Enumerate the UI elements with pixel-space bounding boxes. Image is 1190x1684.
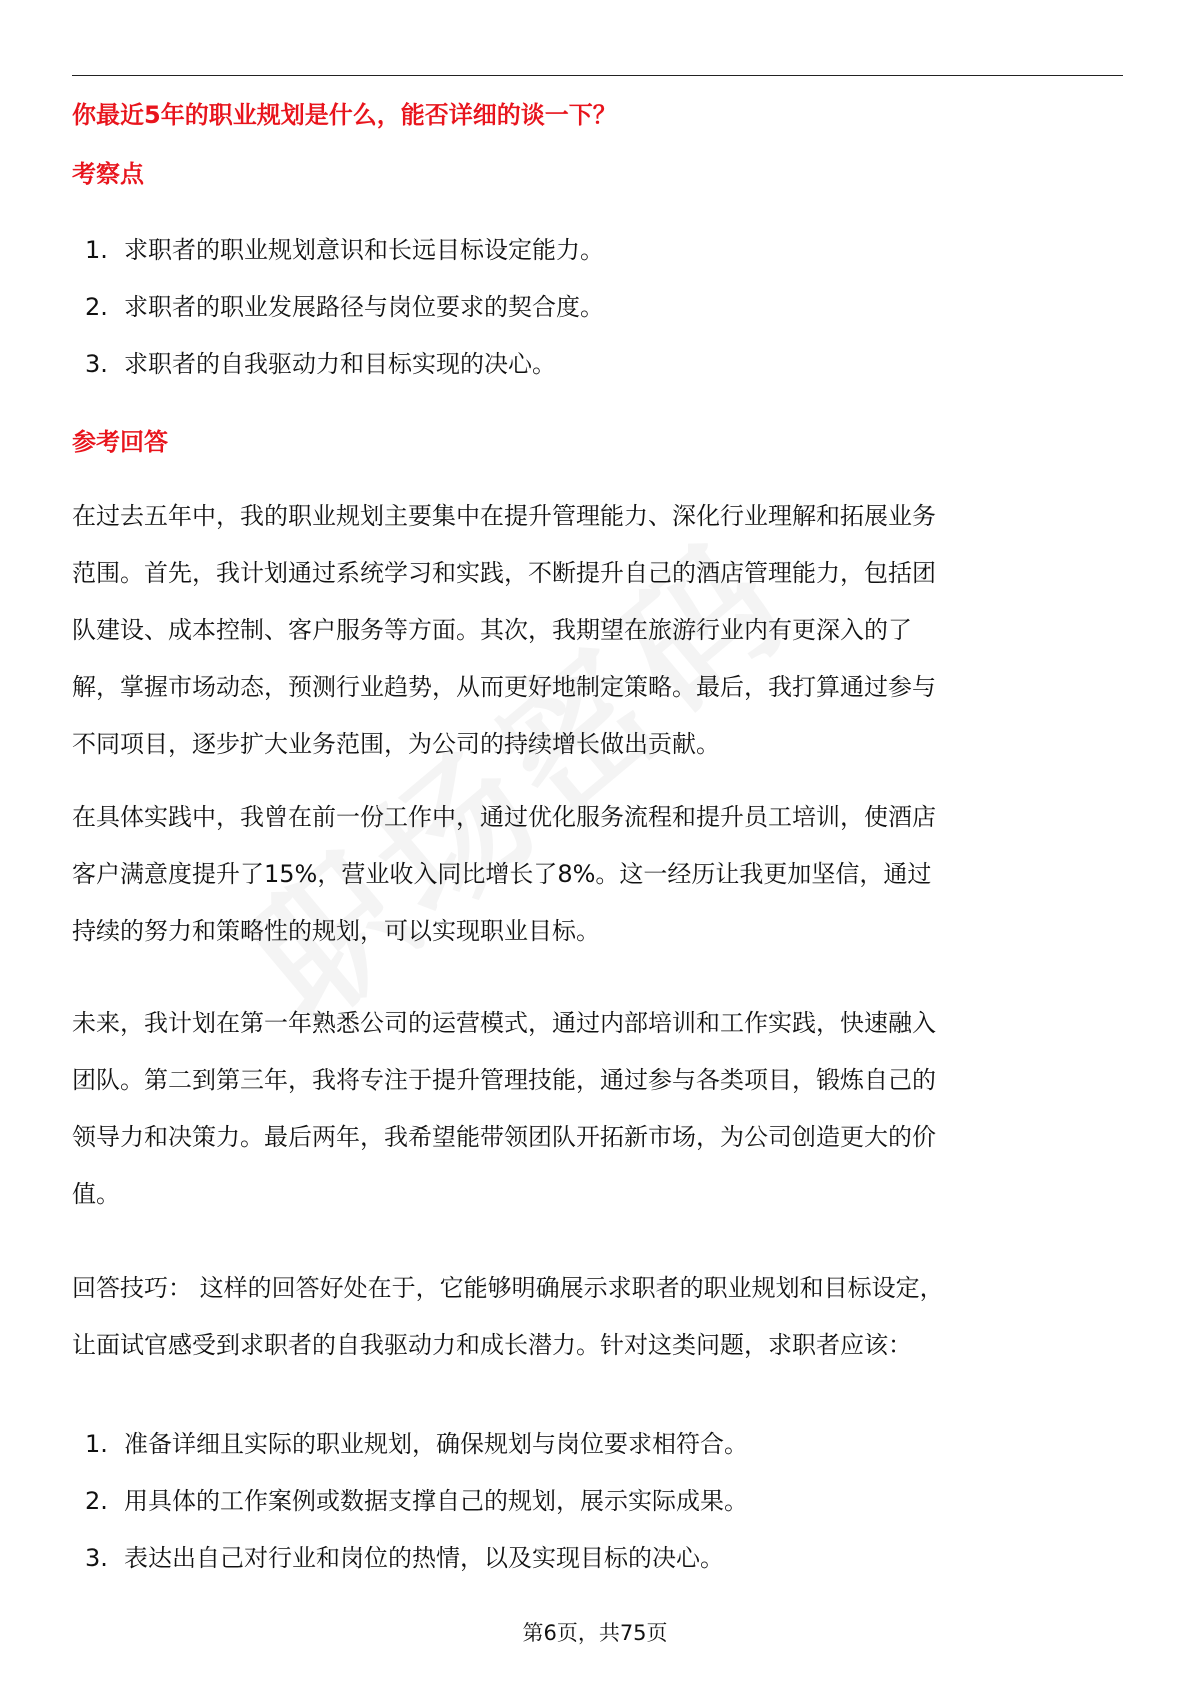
list-item-text: 求职者的职业规划意识和长远目标设定能力。 xyxy=(124,236,604,264)
paragraph-line: 不同项目，逐步扩大业务范围，为公司的持续增长做出贡献。 xyxy=(72,730,720,758)
section-title-kaochadian: 考察点 xyxy=(72,160,144,188)
paragraph-line: 客户满意度提升了15%，营业收入同比增长了8%。这一经历让我更加坚信，通过 xyxy=(72,860,932,888)
list-number: 2. xyxy=(85,1487,108,1515)
paragraph-line: 回答技巧： 这样的回答好处在于，它能够明确展示求职者的职业规划和目标设定， xyxy=(72,1274,944,1302)
paragraph-line: 持续的努力和策略性的规划，可以实现职业目标。 xyxy=(72,917,600,945)
paragraph-line: 领导力和决策力。最后两年，我希望能带领团队开拓新市场，为公司创造更大的价 xyxy=(72,1123,936,1151)
list-item xyxy=(72,336,604,393)
page-footer: 第6页，共75页 xyxy=(522,1621,668,1645)
paragraph-line: 让面试官感受到求职者的自我驱动力和成长潜力。针对这类问题，求职者应该： xyxy=(72,1331,912,1359)
paragraph-line: 未来，我计划在第一年熟悉公司的运营模式，通过内部培训和工作实践，快速融入 xyxy=(72,1009,936,1037)
list-number: 1. xyxy=(85,1430,108,1458)
kaochadian-list xyxy=(72,222,604,393)
answer-paragraph-2 xyxy=(72,789,1124,960)
question-heading: 你最近5年的职业规划是什么，能否详细的谈一下？ xyxy=(72,101,617,129)
list-item-text: 求职者的职业发展路径与岗位要求的契合度。 xyxy=(124,293,604,321)
list-item-text: 用具体的工作案例或数据支撑自己的规划，展示实际成果。 xyxy=(124,1487,748,1515)
paragraph-line: 团队。第二到第三年，我将专注于提升管理技能，通过参与各类项目，锻炼自己的 xyxy=(72,1066,936,1094)
answer-paragraph-1 xyxy=(72,488,1124,773)
list-number: 2. xyxy=(85,293,108,321)
tips-list xyxy=(72,1416,748,1587)
paragraph-line: 范围。首先，我计划通过系统学习和实践，不断提升自己的酒店管理能力，包括团 xyxy=(72,559,936,587)
list-number: 3. xyxy=(85,1544,108,1572)
list-item xyxy=(72,1530,748,1587)
paragraph-line: 值。 xyxy=(72,1180,120,1208)
list-item xyxy=(72,1473,748,1530)
section-title-cankaohuida: 参考回答 xyxy=(72,428,168,456)
list-number: 3. xyxy=(85,350,108,378)
paragraph-line: 在过去五年中，我的职业规划主要集中在提升管理能力、深化行业理解和拓展业务 xyxy=(72,502,936,530)
answer-tips-paragraph xyxy=(72,1260,1124,1374)
paragraph-line: 在具体实践中，我曾在前一份工作中，通过优化服务流程和提升员工培训，使酒店 xyxy=(72,803,936,831)
list-number: 1. xyxy=(85,236,108,264)
list-item-text: 表达出自己对行业和岗位的热情，以及实现目标的决心。 xyxy=(124,1544,724,1572)
list-item-text: 求职者的自我驱动力和目标实现的决心。 xyxy=(124,350,556,378)
list-item xyxy=(72,1416,748,1473)
top-divider xyxy=(72,75,1123,76)
list-item xyxy=(72,222,604,279)
list-item-text: 准备详细且实际的职业规划，确保规划与岗位要求相符合。 xyxy=(124,1430,748,1458)
paragraph-line: 解，掌握市场动态，预测行业趋势，从而更好地制定策略。最后，我打算通过参与 xyxy=(72,673,936,701)
answer-paragraph-3 xyxy=(72,995,1124,1223)
paragraph-line: 队建设、成本控制、客户服务等方面。其次，我期望在旅游行业内有更深入的了 xyxy=(72,616,912,644)
list-item xyxy=(72,279,604,336)
